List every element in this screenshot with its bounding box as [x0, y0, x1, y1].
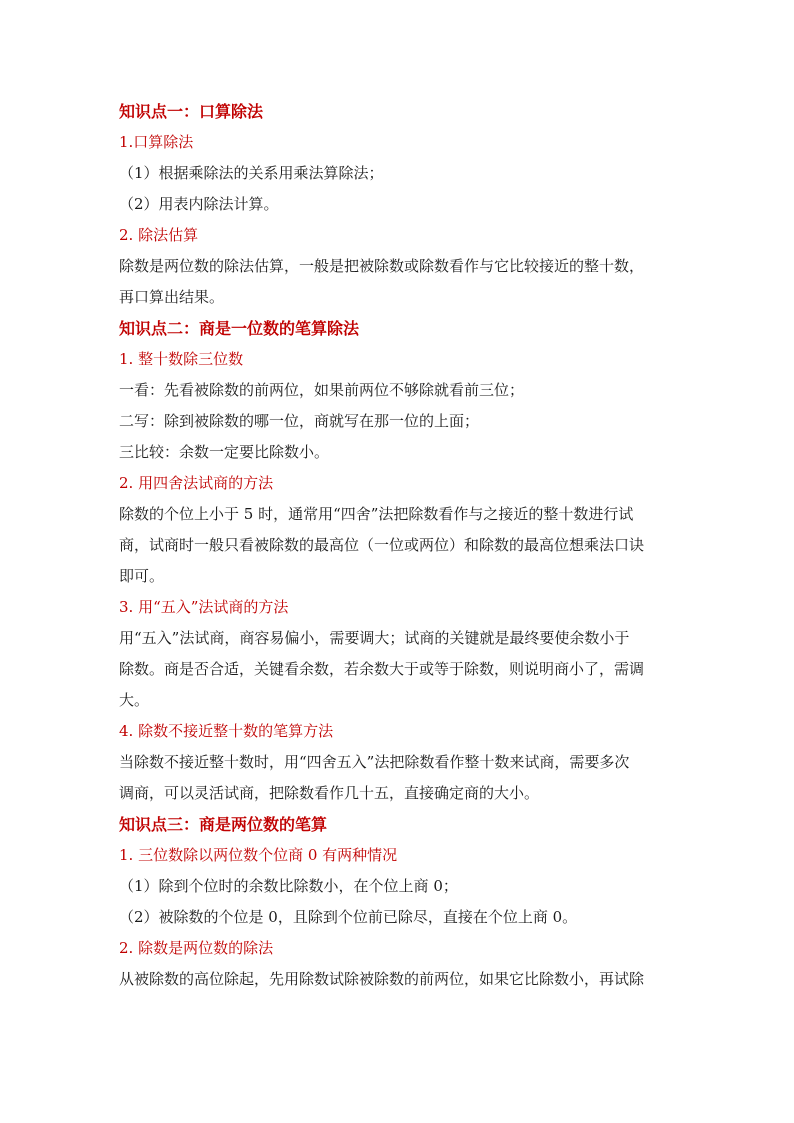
subheading-not-near-tens: 4. 除数不接近整十数的笔算方法 — [119, 722, 334, 740]
paragraph-line: 除数。商是否合适，关键看余数，若余数大于或等于除数，则说明商小了，需调 — [119, 660, 645, 678]
document-page — [119, 96, 679, 995]
section-heading-3: 知识点三：商是两位数的笔算 — [119, 815, 328, 834]
paragraph-line: 一看：先看被除数的前两位，如果前两位不够除就看前三位； — [119, 381, 525, 399]
subheading-two-digit-divisor: 2. 除数是两位数的除法 — [119, 939, 274, 957]
paragraph-line: 当除数不接近整十数时，用“四舍五入”法把除数看作整十数来试商，需要多次 — [119, 753, 630, 771]
subheading-zero-quotient: 1. 三位数除以两位数个位商 0 有两种情况 — [119, 846, 398, 864]
subheading-tens-divide: 1. 整十数除三位数 — [119, 350, 244, 368]
paragraph-line: 大。 — [119, 691, 150, 709]
subheading-division-estimate: 2. 除法估算 — [119, 226, 199, 244]
paragraph-line: 三比较：余数一定要比除数小。 — [119, 443, 330, 461]
subheading-oral-division: 1.口算除法 — [119, 133, 194, 151]
section-heading-1: 知识点一：口算除法 — [119, 102, 264, 121]
paragraph-line: （2）用表内除法计算。 — [119, 195, 279, 213]
paragraph-line: （1）根据乘除法的关系用乘法算除法； — [119, 164, 384, 182]
paragraph-line: （1）除到个位时的余数比除数小，在个位上商 0； — [119, 877, 458, 895]
paragraph-line: 除数是两位数的除法估算，一般是把被除数或除数看作与它比较接近的整十数， — [119, 257, 645, 275]
subheading-round-up: 3. 用“五入”法试商的方法 — [119, 598, 289, 616]
paragraph-line: （2）被除数的个位是 0，且除到个位前已除尽，直接在个位上商 0。 — [119, 908, 578, 926]
paragraph-line: 用“五入”法试商，商容易偏小，需要调大；试商的关键就是最终要使余数小于 — [119, 629, 630, 647]
paragraph-line: 商，试商时一般只看被除数的最高位（一位或两位）和除数的最高位想乘法口诀 — [119, 536, 645, 554]
paragraph-line: 二写：除到被除数的哪一位，商就写在那一位的上面； — [119, 412, 480, 430]
section-heading-2: 知识点二：商是一位数的笔算除法 — [119, 319, 360, 338]
paragraph-line: 即可。 — [119, 567, 165, 585]
paragraph-line: 从被除数的高位除起，先用除数试除被除数的前两位，如果它比除数小，再试除 — [119, 970, 645, 988]
paragraph-line: 调商，可以灵活试商，把除数看作几十五，直接确定商的大小。 — [119, 784, 540, 802]
paragraph-line: 再口算出结果。 — [119, 288, 225, 306]
subheading-round-down: 2. 用四舍法试商的方法 — [119, 474, 274, 492]
paragraph-line: 除数的个位上小于 5 时，通常用“四舍”法把除数看作与之接近的整十数进行试 — [119, 505, 634, 523]
